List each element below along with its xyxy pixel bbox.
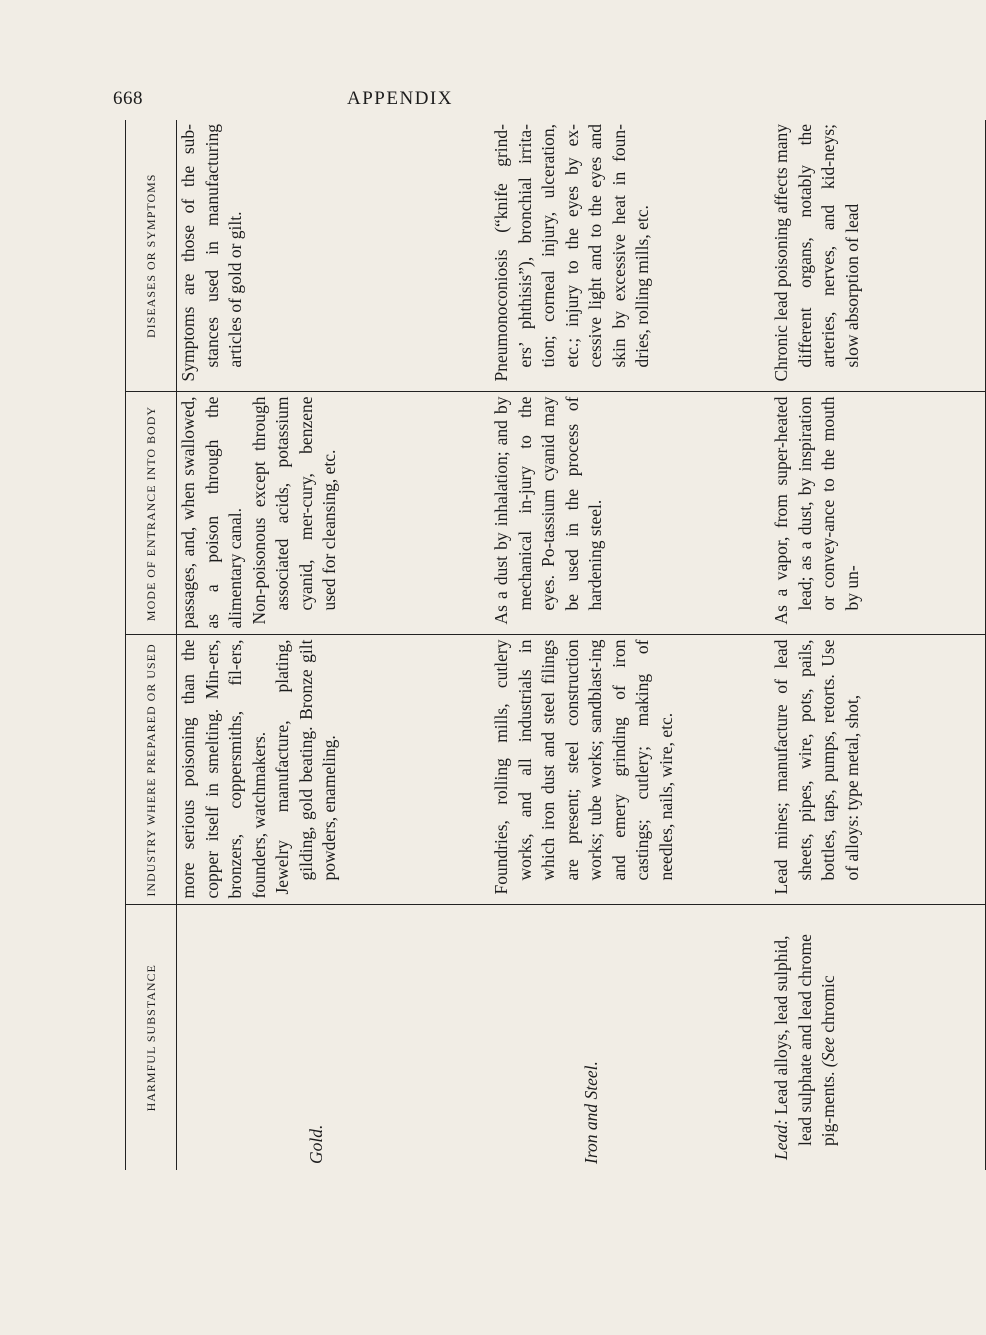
appendix-table: [125, 120, 986, 1170]
entrance-continued-text: passages, and, when swallowed, as a poison through the alimentary canal.: [178, 396, 245, 629]
header-mode-of-entrance: MODE OF ENTRANCE INTO BODY: [126, 392, 177, 635]
entrance-text: As a vapor, from super-heated lead; as a dust, by inspiration or convey-ance to the mouth by un-: [771, 396, 862, 625]
industry-text: Lead mines; manufacture of lead sheets, pipes, wire, pots, pails, bottles, taps, pumps, retorts. Use of alloys: type metal, shot,: [771, 639, 862, 895]
substance-name: Iron and Steel.: [581, 1061, 601, 1164]
table-row-iron-and-steel: [490, 120, 770, 1170]
page-header: [0, 88, 800, 114]
industry-cell: [770, 635, 986, 905]
entrance-text: As a dust by inhalation; and by mechanical in-jury to the eyes. Po-tassium cyanid may be used in the process of hardening steel.: [491, 396, 605, 625]
substance-description: Lead alloys, lead sulphid, lead sulphate and lead chrome pig-ments.: [771, 934, 838, 1146]
substance-cell: [770, 905, 986, 1170]
substance-name: Gold.: [306, 1124, 326, 1164]
rotated-table-container: [125, 120, 862, 1170]
entrance-cell: [177, 392, 491, 635]
table-row-lead: [770, 120, 986, 1170]
industry-text: Foundries, rolling mills, cutlery works, and all industrials in which iron dust and steel filings are present; steel construction works; tube works; sandblast-ing and emery grinding of iron castings; cutlery; making of needles, nails, wire, etc.: [491, 639, 676, 895]
substance-text: [770, 910, 841, 1165]
entrance-cell: [770, 392, 986, 635]
symptoms-cell: [770, 120, 986, 392]
substance-name: Lead:: [771, 1119, 791, 1160]
running-head: APPENDIX: [347, 88, 453, 109]
industry-continued-text: more serious poisoning than the copper itself in smelting. Min-ers, bronzers, coppersmiths, fil-ers, founders, watchmakers.: [178, 639, 269, 899]
header-harmful-substance: HARMFUL SUBSTANCE: [126, 905, 177, 1170]
symptoms-cell: [177, 120, 491, 392]
see-reference: (See: [818, 1037, 838, 1068]
symptoms-text: Pneumonoconiosis (“knife grind-ers’ phthisis”), bronchial irrita-tion; corneal injury, ulceration, etc.; injury to the eyes by ex-cessive light and to the eyes and skin by excessive heat in foun-dries, rolling mills, etc.: [491, 124, 652, 382]
header-industry: INDUSTRY WHERE PREPARED OR USED: [126, 635, 177, 905]
symptoms-text: Symptoms are those of the sub-stances used in manufacturing articles of gold or gilt.: [178, 124, 245, 382]
symptoms-cell: [490, 120, 770, 392]
symptoms-text: Chronic lead poisoning affects many different organs, notably the arteries, nerves, and kid-neys; slow absorption of lead: [771, 124, 862, 382]
substance-cell: [490, 905, 770, 1170]
substance-cell: [177, 905, 491, 1170]
header-diseases-symptoms: DISEASES OR SYMPTOMS: [126, 120, 177, 392]
industry-cell: [177, 635, 491, 905]
table-row-gold: [177, 120, 491, 1170]
page-number: 668: [113, 88, 143, 109]
industry-text: Jewelry manufacture, plating, gilding, gold beating. Bronze gilt powders, enameling.: [272, 639, 339, 895]
table-header-row: [126, 120, 177, 1170]
entrance-cell: [490, 392, 770, 635]
industry-cell: [490, 635, 770, 905]
see-reference-target: chromic: [818, 975, 838, 1033]
entrance-text: Non-poisonous except through associated acids, potassium cyanid, mer-cury, benzene used for cleansing, etc.: [248, 396, 339, 625]
